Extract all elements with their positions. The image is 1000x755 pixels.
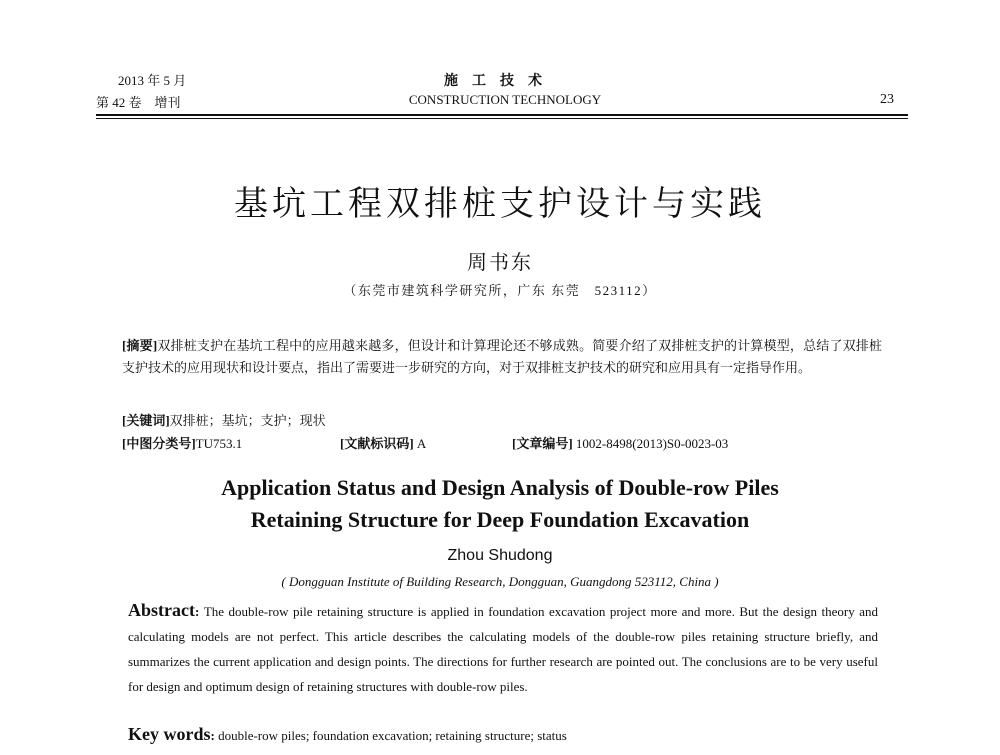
journal-name-en: CONSTRUCTION TECHNOLOGY xyxy=(408,92,602,107)
article-no-value: 1002-8498(2013)S0-0023-03 xyxy=(575,436,729,451)
title-en xyxy=(0,472,1000,536)
article-no-field xyxy=(512,433,728,452)
affiliation-cn: （东莞市建筑科学研究所，广东 东莞 523112） xyxy=(343,283,657,298)
header-rule-thick xyxy=(96,114,908,116)
title-en-line2: Retaining Structure for Deep Foundation Excavation xyxy=(250,507,750,532)
header-rule-thin xyxy=(96,118,908,119)
abstract-cn xyxy=(122,335,882,379)
affiliation-en: ( Dongguan Institute of Building Research, Dongguan, Guangdong 523112, China ) xyxy=(281,574,719,589)
article-no-label: [文章编号] xyxy=(512,436,573,451)
keywords-cn-label: [关键词] xyxy=(122,413,170,428)
clc-label: [中图分类号] xyxy=(122,436,196,451)
clc-value: TU753.1 xyxy=(195,436,243,451)
keywords-en-text: double-row piles; foundation excavation; retaining structure; status xyxy=(218,728,567,743)
issue-date: 2013 年 5 月 xyxy=(118,73,187,88)
keywords-cn xyxy=(122,410,326,429)
keywords-en-label: Key words xyxy=(128,724,211,744)
doc-code-field xyxy=(340,433,426,452)
title-en-line1: Application Status and Design Analysis of Double-row Piles xyxy=(221,475,779,500)
title-cn: 基坑工程双排桩支护设计与实践 xyxy=(234,184,766,224)
abstract-en-text: The double-row pile retaining structure is applied in foundation excavation project more and more. But the design theory and calculating models are not perfect. This article describes the calculating models of the double-row piles retaining structure briefly, and summarizes the current application and design points. The directions for further research are pointed out. The conclusions are to be very useful for design and optimum design of retaining structures with double-row piles. xyxy=(128,604,878,694)
clc-field xyxy=(122,433,242,452)
abstract-en: Abstract: The double-row pile retaining structure is applied in foundation excavation project more and more. But the design theory and calculating models are not perfect. This article describes the calculating models of the double-row piles retaining structure briefly, and summarizes the current application and design points. The directions for further research are pointed out. The conclusions are to be very useful for design and optimum design of retaining structures with double-row piles. xyxy=(128,600,878,694)
journal-name-cn: 施工技术 xyxy=(444,74,556,89)
doc-code-label: [文献标识码] xyxy=(340,436,414,451)
abstract-en-label: Abstract xyxy=(128,600,195,620)
doc-code-value: A xyxy=(416,436,427,451)
abstract-cn-label: [摘要] xyxy=(122,338,158,353)
keywords-en: Key words: double-row piles; foundation excavation; retaining structure; status xyxy=(128,724,567,744)
author-cn: 周书东 xyxy=(467,252,533,274)
page-number: 23 xyxy=(880,92,894,107)
abstract-cn-text: 双排桩支护在基坑工程中的应用越来越多，但设计和计算理论还不够成熟。简要介绍了双排桩支护的计算模型，总结了双排桩支护技术的应用现状和设计要点，指出了需要进一步研究的方向，对于双排桩支护技术的研究和应用具有一定指导作用。 xyxy=(122,338,882,375)
volume-info: 第 42 卷 增刊 xyxy=(96,95,181,110)
keywords-cn-text: 双排桩；基坑；支护；现状 xyxy=(169,413,326,428)
author-en: Zhou Shudong xyxy=(447,547,553,564)
